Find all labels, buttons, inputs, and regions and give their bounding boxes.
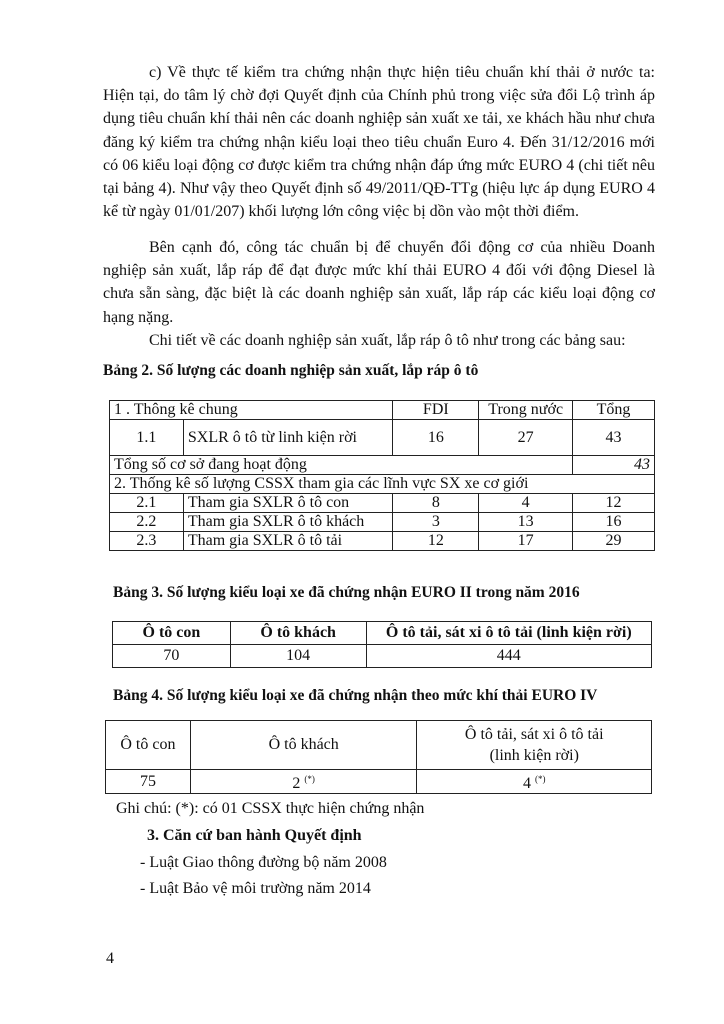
table3-value: 104 [230, 645, 366, 668]
table2-cell: Tham gia SXLR ô tô con [183, 494, 393, 513]
law-item: - Luật Giao thông đường bộ năm 2008 [140, 854, 387, 871]
table3 [112, 621, 652, 668]
table2-header-fdi: FDI [393, 401, 479, 420]
table-row [110, 456, 655, 475]
table-row [106, 770, 652, 794]
table2-cell: 2.1 [110, 494, 184, 513]
table2-cell: 3 [393, 513, 479, 532]
table2-caption: Bảng 2. Số lượng các doanh nghiệp sản xuất, lắp ráp ô tô [103, 362, 479, 379]
section3-heading: 3. Căn cứ ban hành Quyết định [147, 827, 362, 844]
table2-total-value: 43 [573, 456, 655, 475]
table3-header: Ô tô khách [230, 622, 366, 645]
table4-header: Ô tô con [106, 721, 191, 770]
table-row [110, 513, 655, 532]
table4-value-cell [190, 770, 417, 794]
table2-cell: 29 [573, 532, 655, 551]
table2-row11-domestic: 27 [479, 420, 573, 456]
table4-header-truck [417, 721, 652, 770]
paragraph-table-intro: Chi tiết về các doanh nghiệp sản xuất, lắp ráp ô tô như trong các bảng sau: [149, 332, 626, 349]
paragraph-engine-preparation: Bên cạnh đó, công tác chuẩn bị để chuyển đổi động cơ của nhiều Doanh nghiệp sản xuất, lắp ráp để đạt được mức khí thải EURO 4 đối với động Diesel là chưa sẵn sàng, đặc biệt là các doanh nghiệp sản xuất, lắp ráp các kiểu loại động cơ hạng nặng. [103, 239, 655, 326]
table-row [113, 645, 652, 668]
table2-cell: 12 [393, 532, 479, 551]
table2-cell: 8 [393, 494, 479, 513]
table2-row11-total: 43 [573, 420, 655, 456]
table2-header-domestic: Trong nước [479, 401, 573, 420]
table2-section1: 1 . Thông kê chung [110, 401, 393, 420]
table-row [113, 622, 652, 645]
table4 [105, 720, 652, 794]
table2-cell: 17 [479, 532, 573, 551]
table2-cell: 12 [573, 494, 655, 513]
table2-cell: 2.3 [110, 532, 184, 551]
paragraph-emission-inspection: c) Về thực tế kiểm tra chứng nhận thực hiện tiêu chuẩn khí thải ở nước ta: Hiện tại, do tâm lý chờ đợi Quyết định của Chính phủ trong việc sửa đổi Lộ trình áp dụng tiêu chuẩn khí thải nên các doanh nghiệp sản xuất xe tải, xe khách hầu như chưa đăng ký kiểm tra chứng nhận kiểu loại theo tiêu chuẩn Euro 4. Đến 31/12/2016 mới có 06 kiểu loại động cơ được kiểm tra chứng nhận đáp ứng mức EURO 4 (chi tiết nêu tại bảng 4). Như vậy theo Quyết định số 49/2011/QĐ-TTg (hiệu lực áp dụng EURO 4 kể từ ngày 01/01/207) khối lượng lớn công việc bị dồn vào một thời điểm. [103, 64, 655, 221]
table2-total-label: Tổng số cơ sở đang hoạt động [110, 456, 573, 475]
table4-header-line: (linh kiện rời) [489, 747, 579, 764]
table-row [110, 494, 655, 513]
table4-value-cell [417, 770, 652, 794]
table-row [110, 532, 655, 551]
table2-row11-no: 1.1 [110, 420, 184, 456]
table3-header: Ô tô con [113, 622, 231, 645]
table3-value: 70 [113, 645, 231, 668]
table2-section2: 2. Thống kê số lượng CSSX tham gia các lĩnh vực SX xe cơ giới [110, 475, 655, 494]
table-row [106, 721, 652, 770]
table3-header: Ô tô tải, sát xi ô tô tải (linh kiện rời) [366, 622, 651, 645]
table-row [110, 401, 655, 420]
table2-row11-fdi: 16 [393, 420, 479, 456]
table4-note: Ghi chú: (*): có 01 CSSX thực hiện chứng nhận [116, 800, 425, 817]
table4-footnote-mark: (*) [304, 774, 315, 784]
table3-caption: Bảng 3. Số lượng kiểu loại xe đã chứng nhận EURO II trong năm 2016 [113, 584, 580, 601]
table4-value: 2 [292, 775, 301, 792]
table2-cell: 16 [573, 513, 655, 532]
table4-value: 4 [522, 775, 531, 792]
table2-cell: 2.2 [110, 513, 184, 532]
table2-header-total: Tổng [573, 401, 655, 420]
table2-cell: 4 [479, 494, 573, 513]
table4-header: Ô tô khách [190, 721, 417, 770]
table-row [110, 420, 655, 456]
law-item: - Luật Bảo vệ môi trường năm 2014 [140, 880, 371, 897]
table3-value: 444 [366, 645, 651, 668]
table2-row11-label: SXLR ô tô từ linh kiện rời [183, 420, 393, 456]
table2-cell: 13 [479, 513, 573, 532]
table4-caption: Bảng 4. Số lượng kiểu loại xe đã chứng nhận theo mức khí thải EURO IV [113, 687, 598, 704]
table2-cell: Tham gia SXLR ô tô tải [183, 532, 393, 551]
table2 [109, 400, 655, 551]
table2-cell: Tham gia SXLR ô tô khách [183, 513, 393, 532]
page-number: 4 [106, 950, 114, 967]
table-row [110, 475, 655, 494]
table4-header-line: Ô tô tải, sát xi ô tô tải [464, 726, 604, 743]
table4-value: 75 [106, 770, 191, 794]
table4-footnote-mark: (*) [534, 774, 546, 784]
